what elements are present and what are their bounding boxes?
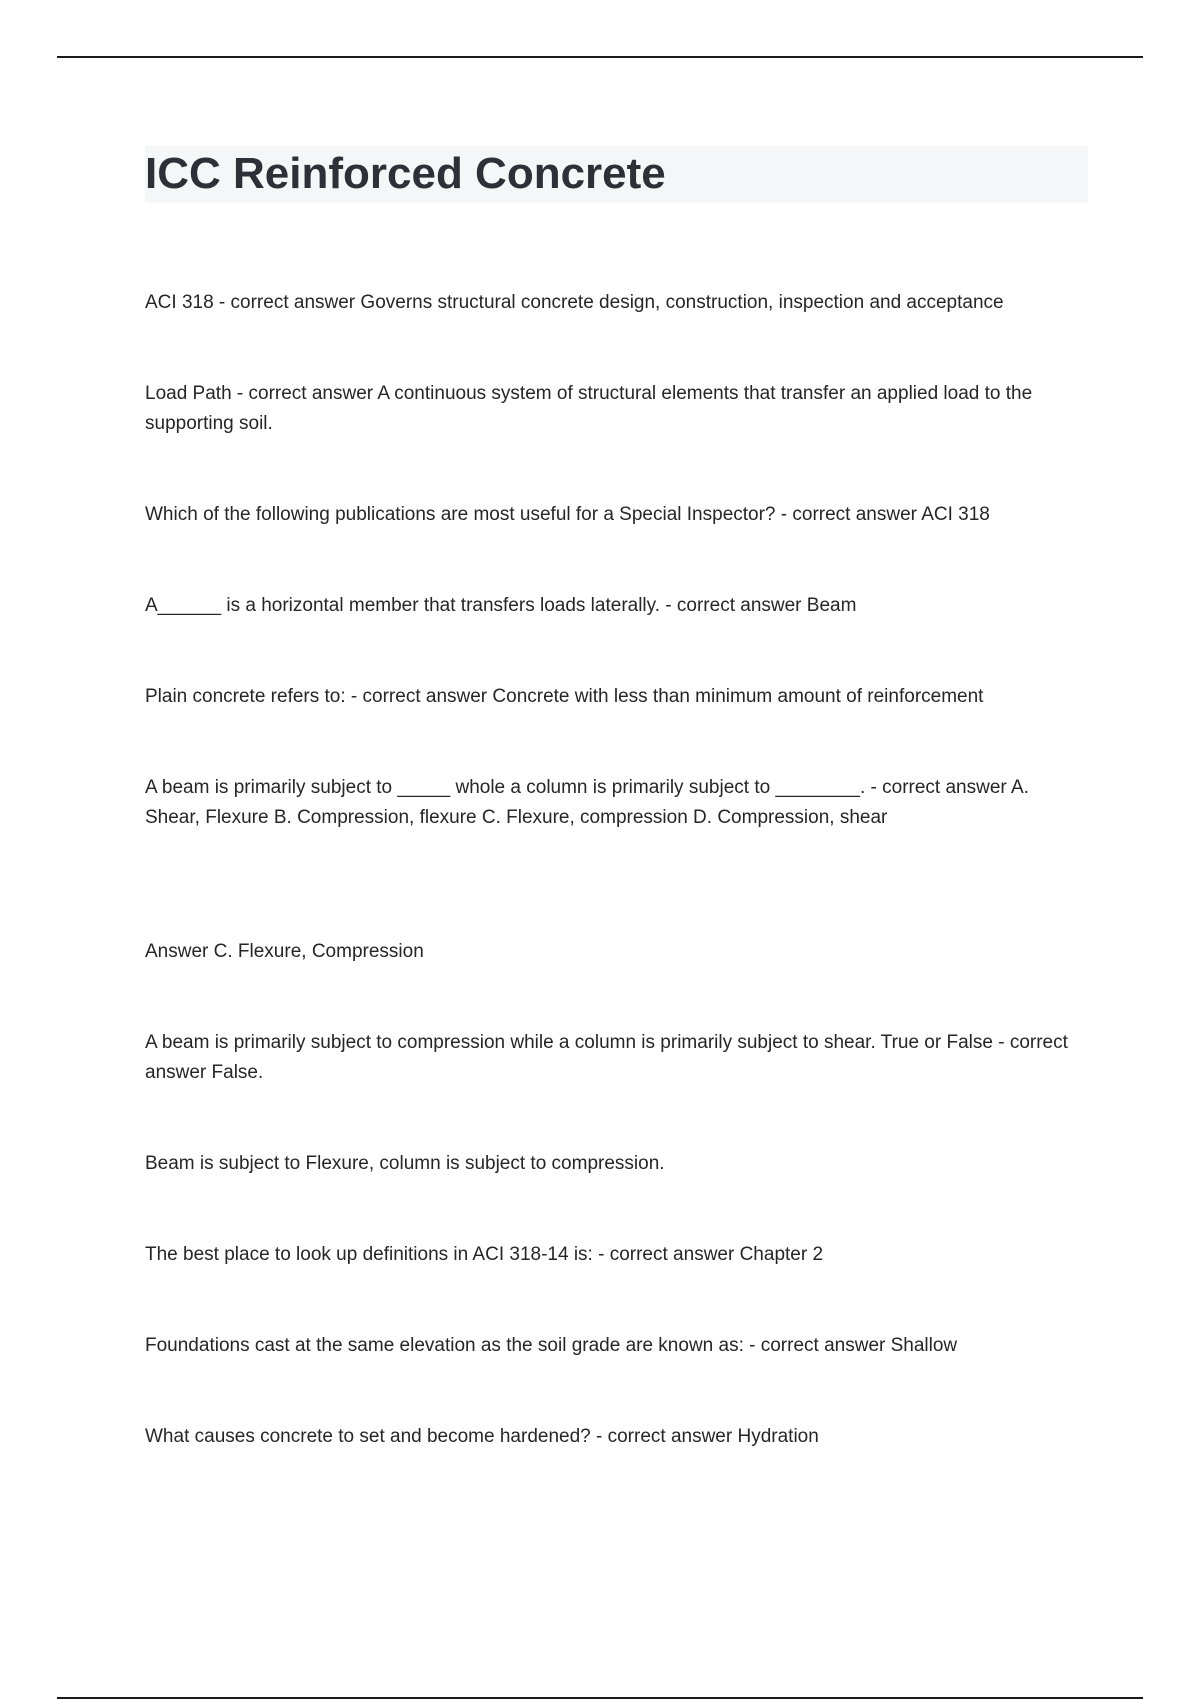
qa-item-horizontal-member: A______ is a horizontal member that transfers loads laterally. - correct answer Beam [145, 595, 857, 616]
bottom-rule [57, 1697, 1143, 1699]
top-rule [57, 56, 1143, 58]
qa-item-hydration: What causes concrete to set and become hardened? - correct answer Hydration [145, 1426, 819, 1447]
qa-item-publications: Which of the following publications are most useful for a Special Inspector? - correct answer ACI 318 [145, 504, 990, 525]
qa-item-plain-concrete: Plain concrete refers to: - correct answer Concrete with less than minimum amount of reinforcement [145, 686, 984, 707]
qa-item-load-path: Load Path - correct answer A continuous system of structural elements that transfer an applied load to the supporting soil. [145, 383, 1033, 434]
document-title: ICC Reinforced Concrete [145, 149, 666, 198]
qa-item-definitions: The best place to look up definitions in ACI 318-14 is: - correct answer Chapter 2 [145, 1244, 824, 1265]
document-body [145, 288, 1075, 1452]
answer-note: Answer C. Flexure, Compression [145, 941, 424, 962]
explanation-note: Beam is subject to Flexure, column is subject to compression. [145, 1153, 665, 1174]
qa-item-aci-318: ACI 318 - correct answer Governs structural concrete design, construction, inspection and acceptance [145, 292, 1004, 313]
qa-item-foundations: Foundations cast at the same elevation as the soil grade are known as: - correct answer Shallow [145, 1335, 958, 1356]
qa-item-beam-column-choices: A beam is primarily subject to _____ whole a column is primarily subject to ________. - correct answer A. Shear, Flexure B. Compression, flexure C. Flexure, compression D. Compression, shear [145, 777, 1029, 828]
qa-item-true-false: A beam is primarily subject to compression while a column is primarily subject to shear. True or False - correct answer False. [145, 1032, 1068, 1083]
